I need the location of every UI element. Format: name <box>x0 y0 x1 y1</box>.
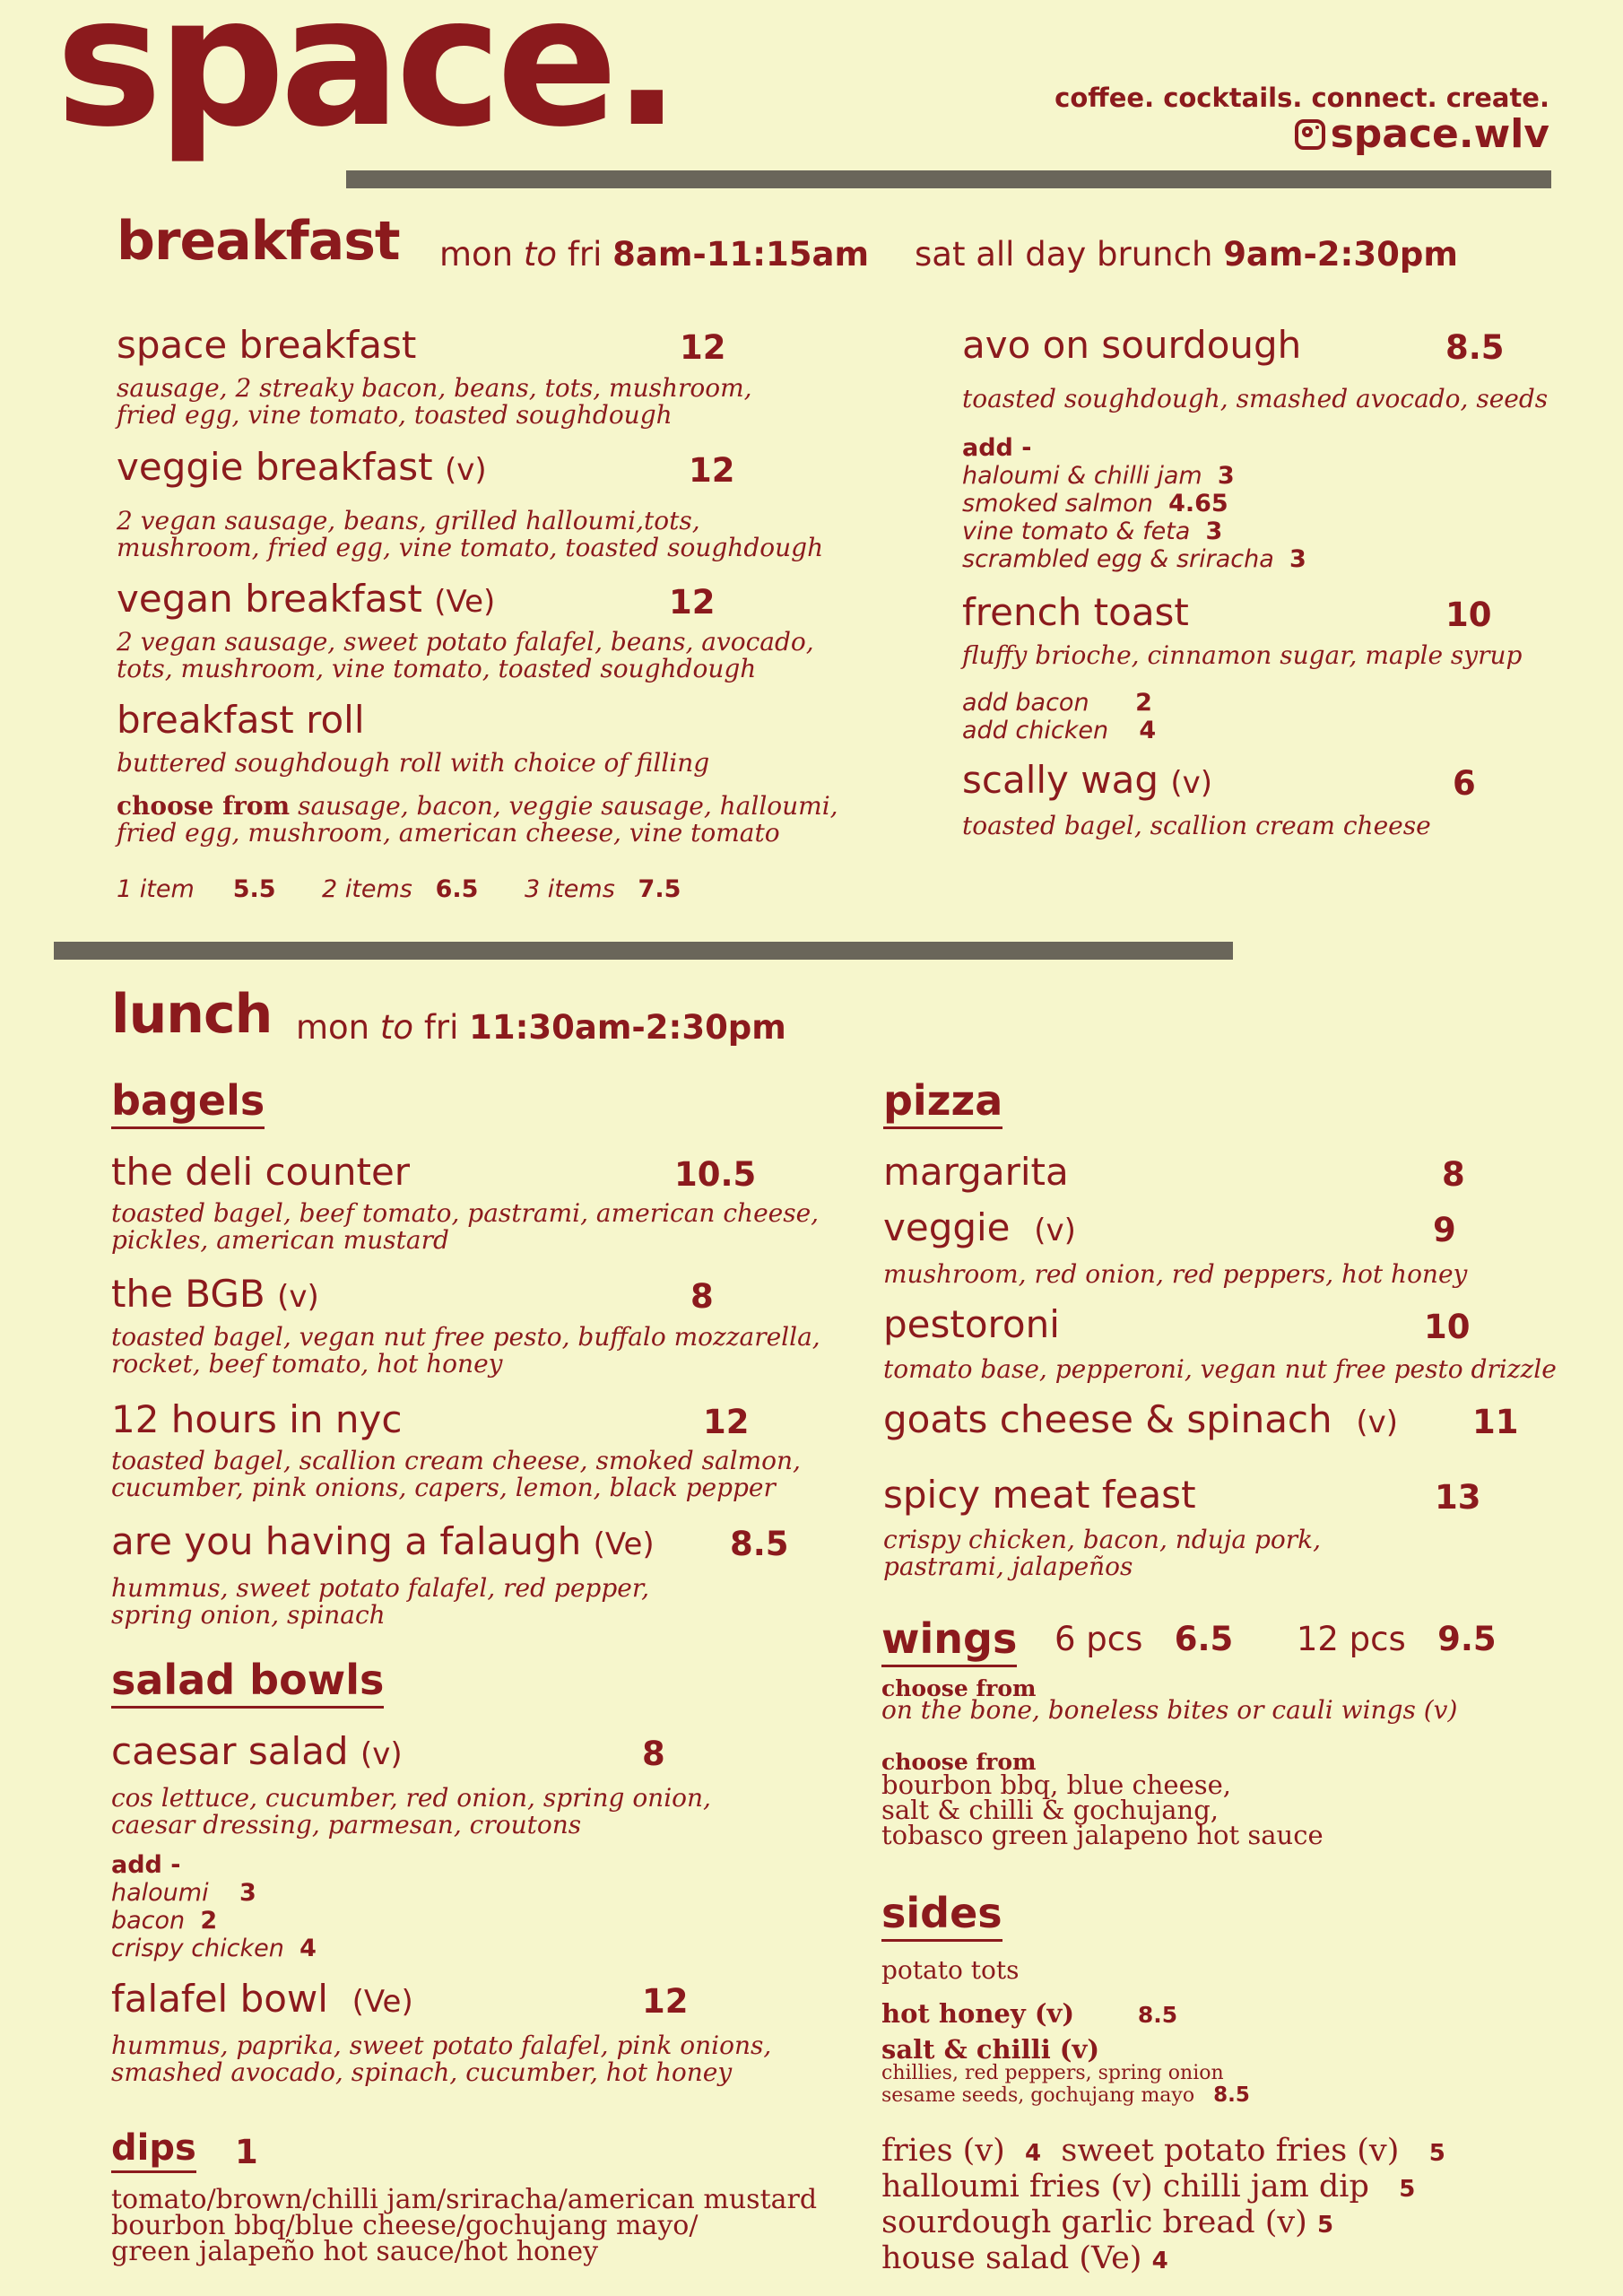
menu-item-name: breakfast roll <box>117 698 365 742</box>
menu-item-price: 8.5 <box>1445 328 1505 367</box>
menu-item-name: veggie breakfast (v) <box>117 445 487 489</box>
dips-price: 1 <box>235 2133 258 2171</box>
menu-item-name: space breakfast <box>117 323 417 367</box>
menu-item-desc: toasted bagel, scallion cream cheese <box>962 811 1431 840</box>
dips-heading: dips <box>111 2127 196 2173</box>
menu-item-name: margarita <box>883 1150 1069 1194</box>
menu-item-desc: hummus, sweet potato falafel, red pepper, spring onion, spinach <box>111 1573 650 1630</box>
menu-item-name: avo on sourdough <box>962 323 1302 367</box>
menu-item-price: 13 <box>1435 1478 1481 1517</box>
instagram-text: space.wlv <box>1330 111 1549 157</box>
menu-item-price: 12 <box>642 1982 689 2021</box>
menu-item-name: the BGB (v) <box>111 1272 319 1316</box>
sides-list: fries (v) 4 sweet potato fries (v) 5 halloumi fries (v) chilli jam dip 5 sourdough garlic bread (v) 5 house salad (Ve) 4 <box>881 2133 1445 2276</box>
instagram-handle[interactable] <box>1295 111 1549 157</box>
wings-prices: 6 pcs 6.5 12 pcs 9.5 <box>1055 1620 1497 1658</box>
sides-tots-label: potato tots <box>881 1955 1020 1985</box>
header-divider <box>346 170 1551 188</box>
wings-sauce-label: choose from <box>881 1749 1037 1775</box>
lunch-title: lunch <box>111 983 273 1046</box>
menu-item-price: 8.5 <box>730 1525 789 1563</box>
menu-item-name: french toast <box>962 590 1189 634</box>
menu-item-name: caesar salad (v) <box>111 1729 403 1773</box>
breakfast-hours-saturday: sat all day brunch 9am-2:30pm <box>915 235 1458 274</box>
menu-item-name: 12 hours in nyc <box>111 1397 403 1441</box>
menu-item-choices: choose from sausage, bacon, veggie sausage, halloumi, fried egg, mushroom, american cheese, vine tomato <box>117 791 838 848</box>
menu-item-price: 8 <box>642 1735 665 1773</box>
instagram-icon <box>1295 119 1325 150</box>
add-label: add - <box>962 434 1032 462</box>
menu-item-price: 12 <box>669 583 716 622</box>
side-hot-honey: hot honey (v) 8.5 <box>881 1998 1178 2029</box>
add-ons-list: haloumi 3 bacon 2 crispy chicken 4 <box>111 1879 317 1962</box>
menu-item-desc: hummus, paprika, sweet potato falafel, pink onions, smashed avocado, spinach, cucumber, hot honey <box>111 2031 772 2087</box>
side-salt-chilli: salt & chilli (v) <box>881 2034 1100 2065</box>
menu-item-desc: toasted bagel, vegan nut free pesto, buffalo mozzarella, rocket, beef tomato, hot honey <box>111 1322 820 1378</box>
menu-item-price: 10 <box>1445 596 1492 634</box>
bagels-heading: bagels <box>111 1076 265 1129</box>
menu-item-desc: mushroom, red onion, red peppers, hot honey <box>883 1259 1468 1289</box>
menu-item-desc: cos lettuce, cucumber, red onion, spring onion, caesar dressing, parmesan, croutons <box>111 1783 711 1839</box>
menu-item-price: 9 <box>1433 1211 1456 1249</box>
menu-item-desc: 2 vegan sausage, sweet potato falafel, beans, avocado, tots, mushroom, vine tomato, toasted soughdough <box>117 627 814 683</box>
menu-item-name: goats cheese & spinach (v) <box>883 1397 1398 1441</box>
menu-item-desc: crispy chicken, bacon, nduja pork, pastrami, jalapeños <box>883 1525 1322 1581</box>
wings-choices: on the bone, boneless bites or cauli wings (v) <box>881 1695 1458 1725</box>
add-ons-list: haloumi & chilli jam 3 smoked salmon 4.65 vine tomato & feta 3 scrambled egg & sriracha 3 <box>962 462 1306 573</box>
tagline: coffee. cocktails. connect. create. <box>1055 83 1549 113</box>
lunch-hours: mon to fri 11:30am-2:30pm <box>296 1008 786 1047</box>
add-label: add - <box>111 1851 181 1879</box>
menu-item-desc: tomato base, pepperoni, vegan nut free pesto drizzle <box>883 1354 1557 1384</box>
salad-bowls-heading: salad bowls <box>111 1656 384 1709</box>
breakfast-title: breakfast <box>117 210 400 273</box>
logo: space. <box>56 0 676 167</box>
menu-item-name: scally wag (v) <box>962 758 1213 802</box>
roll-prices: 1 item 5.5 2 items 6.5 3 items 7.5 <box>117 875 681 903</box>
menu-item-price: 11 <box>1472 1403 1519 1441</box>
menu-item-price: 12 <box>680 328 726 367</box>
menu-item-name: vegan breakfast (Ve) <box>117 577 496 621</box>
section-divider <box>54 942 1233 960</box>
wings-choose-label: choose from <box>881 1675 1037 1701</box>
wings-heading: wings <box>881 1614 1017 1667</box>
sides-heading: sides <box>881 1889 1002 1942</box>
menu-item-name: the deli counter <box>111 1150 411 1194</box>
side-salt-chilli-desc: chillies, red peppers, spring onion sesame seeds, gochujang mayo 8.5 <box>881 2062 1250 2107</box>
menu-item-price: 10 <box>1424 1308 1471 1346</box>
menu-item-name: veggie (v) <box>883 1205 1076 1249</box>
add-ons-list: add bacon 2 add chicken 4 <box>962 689 1157 744</box>
wings-sauces: bourbon bbq, blue cheese, salt & chilli & gochujang, tobasco green jalapeno hot sauce <box>881 1770 1324 1850</box>
menu-item-desc: toasted soughdough, smashed avocado, seeds <box>962 384 1549 413</box>
menu-item-price: 12 <box>703 1403 750 1441</box>
menu-item-price: 6 <box>1453 764 1476 803</box>
pizza-heading: pizza <box>883 1076 1002 1129</box>
menu-item-price: 8 <box>690 1277 714 1316</box>
menu-item-desc: toasted bagel, beef tomato, pastrami, american cheese, pickles, american mustard <box>111 1198 820 1255</box>
menu-item-desc: fluffy brioche, cinnamon sugar, maple syrup <box>962 640 1523 670</box>
menu-item-name: falafel bowl (Ve) <box>111 1977 413 2021</box>
menu-item-desc: toasted bagel, scallion cream cheese, smoked salmon, cucumber, pink onions, capers, lemon, black pepper <box>111 1446 801 1502</box>
dips-list: tomato/brown/chilli jam/sriracha/american mustard bourbon bbq/blue cheese/gochujang mayo/ green jalapeño hot sauce/hot honey <box>111 2184 818 2267</box>
breakfast-hours-weekday: mon to fri 8am-11:15am <box>439 235 870 274</box>
menu-item-desc: sausage, 2 streaky bacon, beans, tots, mushroom, fried egg, vine tomato, toasted soughdough <box>117 373 752 430</box>
menu-item-name: are you having a falaugh (Ve) <box>111 1519 655 1563</box>
menu-item-price: 8 <box>1442 1155 1465 1194</box>
menu-item-name: spicy meat feast <box>883 1473 1196 1517</box>
menu-item-name: pestoroni <box>883 1302 1060 1346</box>
menu-item-price: 10.5 <box>674 1155 757 1194</box>
menu-item-desc: buttered soughdough roll with choice of filling <box>117 748 710 778</box>
menu-item-desc: 2 vegan sausage, beans, grilled halloumi,tots, mushroom, fried egg, vine tomato, toasted soughdough <box>117 506 824 562</box>
menu-item-price: 12 <box>689 451 735 490</box>
